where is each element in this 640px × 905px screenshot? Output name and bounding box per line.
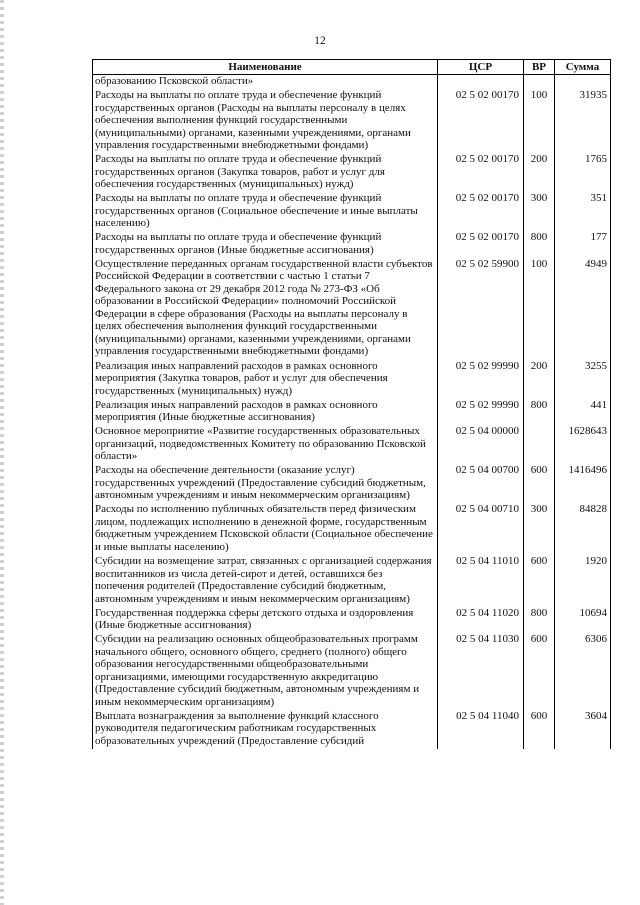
row-csr: 02 5 02 00170: [438, 231, 524, 258]
row-sum: 3604: [555, 710, 611, 749]
row-name: Осуществление переданных органам государственной власти субъектов Российской Федерации в соответствии с частью 1 статьи 7 Федерального закона от 29 декабря 2012 года № 273-ФЗ «Об образовании в Российской Федерации» полномочий Российской Федерации в сфере образования (Расходы на выплаты персоналу в целях обеспечения выполнения функций государственными (муниципальными) органами, казенными учреждениями, органами управления государственными внебюджетными фондами): [93, 258, 438, 360]
table-row: [93, 633, 611, 710]
row-vr: 600: [524, 555, 555, 607]
row-csr: [438, 75, 524, 90]
row-sum: 3255: [555, 360, 611, 399]
header-vr: ВР: [524, 60, 555, 75]
table-row: [93, 75, 611, 90]
row-name: Реализация иных направлений расходов в рамках основного мероприятия (Иные бюджетные ассигнования): [93, 399, 438, 426]
table-header-row: [93, 60, 611, 75]
row-vr: 800: [524, 607, 555, 634]
table-row: [93, 192, 611, 231]
table-row: [93, 399, 611, 426]
table-row: [93, 258, 611, 360]
table-row: [93, 464, 611, 503]
row-csr: 02 5 04 11030: [438, 633, 524, 710]
row-vr: 600: [524, 464, 555, 503]
row-csr: 02 5 04 00710: [438, 503, 524, 555]
page-number: 12: [314, 35, 326, 47]
row-vr: 300: [524, 503, 555, 555]
row-csr: 02 5 02 00170: [438, 89, 524, 153]
row-sum: 6306: [555, 633, 611, 710]
table-row: [93, 231, 611, 258]
row-csr: 02 5 02 99990: [438, 399, 524, 426]
row-name: Основное мероприятие «Развитие государственных образовательных организаций, подведомственных Комитету по образованию Псковской области»: [93, 425, 438, 464]
row-name: Государственная поддержка сферы детского отдыха и оздоровления (Иные бюджетные ассигнования): [93, 607, 438, 634]
row-sum: 1416496: [555, 464, 611, 503]
row-csr: 02 5 04 11020: [438, 607, 524, 634]
table-row: [93, 425, 611, 464]
row-csr: 02 5 02 00170: [438, 192, 524, 231]
row-vr: 800: [524, 231, 555, 258]
row-vr: 300: [524, 192, 555, 231]
row-vr: 600: [524, 710, 555, 749]
row-vr: 800: [524, 399, 555, 426]
row-name: Расходы на выплаты по оплате труда и обеспечение функций государственных органов (Социальное обеспечение и иные выплаты населению): [93, 192, 438, 231]
row-vr: 600: [524, 633, 555, 710]
row-vr: 200: [524, 153, 555, 192]
row-sum: 177: [555, 231, 611, 258]
row-csr: 02 5 04 11040: [438, 710, 524, 749]
row-sum: 10694: [555, 607, 611, 634]
row-csr: 02 5 02 59900: [438, 258, 524, 360]
row-sum: 1765: [555, 153, 611, 192]
row-csr: 02 5 02 99990: [438, 360, 524, 399]
row-name: Расходы на выплаты по оплате труда и обеспечение функций государственных органов (Иные бюджетные ассигнования): [93, 231, 438, 258]
table-row: [93, 710, 611, 749]
row-name: Расходы по исполнению публичных обязательств перед физическим лицом, подлежащих исполнению в денежной форме, государственным бюджетным учреждением Псковской области (Социальное обеспечение и иные выплаты населению): [93, 503, 438, 555]
row-sum: 351: [555, 192, 611, 231]
scan-edge-artifact: [0, 0, 4, 905]
row-sum: 84828: [555, 503, 611, 555]
row-csr: 02 5 04 00000: [438, 425, 524, 464]
row-csr: 02 5 04 00700: [438, 464, 524, 503]
row-sum: 441: [555, 399, 611, 426]
row-vr: 100: [524, 258, 555, 360]
row-sum: 4949: [555, 258, 611, 360]
row-name: Расходы на обеспечение деятельности (оказание услуг) государственных учреждений (Предоставление субсидий бюджетным, автономным учреждениям и иным некоммерческим организациям): [93, 464, 438, 503]
row-sum: 1628643: [555, 425, 611, 464]
header-sum: Сумма: [555, 60, 611, 75]
table-row: [93, 89, 611, 153]
table-row: [93, 607, 611, 634]
row-csr: 02 5 02 00170: [438, 153, 524, 192]
table-row: [93, 153, 611, 192]
header-csr: ЦСР: [438, 60, 524, 75]
row-sum: 31935: [555, 89, 611, 153]
row-vr: 200: [524, 360, 555, 399]
row-name: Расходы на выплаты по оплате труда и обеспечение функций государственных органов (Закупка товаров, работ и услуг для обеспечения государственных (муниципальных) нужд): [93, 153, 438, 192]
table-row: [93, 555, 611, 607]
row-csr: 02 5 04 11010: [438, 555, 524, 607]
row-name: Расходы на выплаты по оплате труда и обеспечение функций государственных органов (Расходы на выплаты персоналу в целях обеспечения выполнения функций государственными (муниципальными) органами, казенными учреждениями, органами управления государственными внебюджетными фондами): [93, 89, 438, 153]
row-vr: [524, 75, 555, 90]
row-name: Выплата вознаграждения за выполнение функций классного руководителя педагогическим работникам государственных образовательных учреждений (Предоставление субсидий: [93, 710, 438, 749]
row-vr: [524, 425, 555, 464]
row-sum: 1920: [555, 555, 611, 607]
row-name: Субсидии на возмещение затрат, связанных с организацией содержания воспитанников из числа детей-сирот и детей, оставшихся без попечения родителей (Предоставление субсидий бюджетным, автономным учреждениям и иным некоммерческим организациям): [93, 555, 438, 607]
row-name: образованию Псковской области»: [93, 75, 438, 90]
row-name: Реализация иных направлений расходов в рамках основного мероприятия (Закупка товаров, работ и услуг для обеспечения государственных (муниципальных) нужд): [93, 360, 438, 399]
row-name: Субсидии на реализацию основных общеобразовательных программ начального общего, основного общего, среднего (полного) общего образования негосударственными общеобразовательными организациями, имеющими государственную аккредитацию (Предоставление субсидий бюджетным, автономным учреждениям и иным некоммерческим организациям): [93, 633, 438, 710]
row-vr: 100: [524, 89, 555, 153]
table-row: [93, 503, 611, 555]
header-name: Наименование: [93, 60, 438, 75]
budget-table: [92, 59, 611, 749]
table-row: [93, 360, 611, 399]
row-sum: [555, 75, 611, 90]
